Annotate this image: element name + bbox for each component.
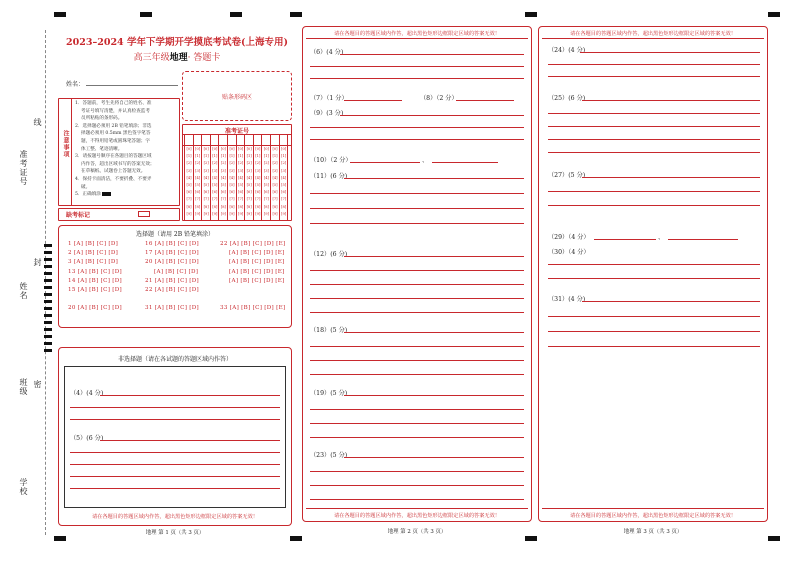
digit-bubble[interactable]: [7] — [255, 197, 261, 202]
digit-bubble[interactable]: [0] — [263, 147, 269, 151]
mc-option-row[interactable]: 22 [A] [B] [C] [D] — [145, 287, 200, 293]
binding-exam-no: 准考证号 — [19, 150, 28, 186]
binding-mark — [44, 279, 52, 282]
digit-bubble[interactable]: [2] — [229, 161, 235, 166]
subject-label: 地理 — [169, 53, 188, 63]
mc-option-row[interactable]: 21 [A] [B] [C] [D] — [145, 277, 200, 284]
note-line: 员所粘贴的条形码。 — [81, 116, 123, 122]
page-subtitle — [62, 50, 292, 63]
note-line: 在草稿纸、试题卷上答题无效。 — [81, 169, 146, 175]
boundary-notice: 请在各题目的答题区域内作答，超出黑色矩形边框限定区域的答案无效！ — [569, 513, 736, 519]
digit-bubble[interactable]: [3] — [238, 168, 244, 173]
digit-bubble[interactable]: [4] — [255, 175, 261, 180]
exam-id-label: 准考证号 — [224, 128, 249, 135]
answer-line[interactable] — [340, 54, 524, 55]
digit-bubble[interactable]: [9] — [229, 211, 235, 216]
digit-bubble[interactable]: [6] — [263, 190, 269, 195]
note-line: 题，不得用铅笔或圆珠笔答题；字 — [81, 138, 150, 144]
note-line: 3．请按题号顺序在各题目的答题区域 — [75, 154, 152, 160]
alignment-mark — [54, 536, 66, 541]
digit-bubble[interactable]: [8] — [272, 204, 278, 209]
grid-line — [183, 134, 291, 135]
binding-mark — [44, 293, 52, 296]
digit-bubble[interactable]: [9] — [263, 211, 269, 216]
digit-bubble[interactable]: [8] — [212, 204, 218, 209]
question-label: （6）(4 分) — [310, 49, 344, 56]
grid-line — [183, 145, 291, 146]
fill-sample — [102, 192, 111, 196]
digit-bubble[interactable]: [3] — [203, 168, 209, 173]
boundary-notice: 请在各题目的答题区域内作答，超出黑色矩形边框限定区域的答案无效！ — [569, 31, 736, 37]
frame-line — [306, 38, 528, 39]
digit-bubble[interactable]: [6] — [281, 190, 287, 195]
digit-bubble[interactable]: [0] — [186, 147, 192, 151]
answer-line[interactable] — [310, 471, 524, 472]
digit-bubble[interactable]: [5] — [203, 183, 209, 187]
binding-mark — [44, 272, 52, 275]
digit-bubble[interactable]: [1] — [272, 154, 278, 159]
digit-bubble[interactable]: [1] — [263, 154, 269, 159]
name-field[interactable] — [86, 85, 178, 86]
digit-bubble[interactable]: [8] — [220, 204, 226, 209]
digit-bubble[interactable]: [0] — [220, 147, 226, 151]
answer-line[interactable] — [548, 205, 760, 206]
separator: 、 — [422, 157, 429, 164]
digit-bubble[interactable]: [2] — [272, 161, 278, 166]
binding-mark — [44, 349, 52, 352]
binding-mark — [44, 342, 52, 345]
answer-line[interactable] — [344, 457, 524, 458]
digit-bubble[interactable]: [4] — [246, 175, 252, 180]
question-label: （7）（1 分） — [310, 95, 348, 102]
boundary-notice: 请在各题目的答题区域内作答，超出黑色矩形边框限定区域的答案无效！ — [333, 513, 500, 519]
mc-option-row[interactable]: [A] [B] [C] [D] [E] — [229, 277, 285, 284]
digit-bubble[interactable]: [1] — [220, 154, 226, 159]
answer-line[interactable] — [310, 499, 524, 500]
question-label: （30）（4 分） — [548, 249, 590, 256]
answer-line[interactable] — [340, 115, 524, 116]
digit-bubble[interactable]: [6] — [220, 190, 226, 195]
binding-mark — [44, 328, 52, 331]
digit-bubble[interactable]: [2] — [212, 161, 218, 166]
question-label: （27）(5 分) — [548, 172, 586, 179]
answer-line[interactable] — [548, 113, 760, 114]
mc-option-row[interactable]: 15 [A] [B] [C] [D] — [68, 287, 123, 293]
digit-bubble[interactable]: [6] — [229, 190, 235, 195]
note-line — [75, 191, 179, 199]
digit-bubble[interactable]: [4] — [238, 175, 244, 180]
digit-bubble[interactable]: [7] — [229, 197, 235, 202]
digit-bubble[interactable]: [5] — [246, 183, 252, 187]
page-footer: 地理 第 3 页（共 3 页） — [623, 529, 683, 535]
binding-mark — [44, 286, 52, 289]
barcode-label: 贴条形码区 — [221, 94, 252, 101]
boundary-notice: 请在各题目的答题区域内作答，超出黑色矩形边框限定区域的答案无效！ — [91, 514, 258, 520]
mc-option-row[interactable]: 1 [A] [B] [C] [D] — [68, 241, 119, 247]
note-line: 2．选择题必须用 2B 铅笔填涂；非选 — [75, 123, 152, 129]
question-label: （9）(3 分) — [310, 110, 344, 117]
digit-bubble[interactable]: [4] — [229, 175, 235, 180]
digit-bubble[interactable]: [6] — [272, 190, 278, 195]
digit-bubble[interactable]: [3] — [263, 168, 269, 173]
answer-line[interactable] — [70, 452, 280, 453]
question-label: （5）(6 分) — [70, 435, 104, 442]
digit-bubble[interactable]: [7] — [281, 197, 287, 202]
question-label: （8）（2 分） — [420, 95, 458, 102]
digit-bubble[interactable]: [1] — [203, 154, 209, 159]
page-footer: 地理 第 2 页（共 3 页） — [387, 529, 447, 535]
digit-bubble[interactable]: [8] — [186, 204, 192, 209]
digit-bubble[interactable]: [7] — [212, 197, 218, 202]
answer-line[interactable] — [548, 76, 760, 77]
answer-line[interactable] — [668, 239, 738, 240]
digit-bubble[interactable]: [3] — [186, 168, 192, 173]
digit-bubble[interactable]: [2] — [246, 161, 252, 166]
answer-line[interactable] — [70, 464, 280, 465]
answer-line[interactable] — [548, 346, 760, 347]
digit-bubble[interactable]: [8] — [281, 204, 287, 209]
mc-option-row[interactable]: 2 [A] [B] [C] [D] — [68, 250, 119, 257]
answer-line[interactable] — [344, 256, 524, 257]
mc-option-row[interactable]: 31 [A] [B] [C] [D] — [145, 305, 200, 312]
answer-line[interactable] — [310, 139, 524, 140]
digit-bubble[interactable]: [4] — [195, 175, 201, 180]
digit-bubble[interactable]: [3] — [246, 168, 252, 173]
mc-option-row[interactable]: 33 [A] [B] [C] [D] [E] — [220, 305, 286, 312]
notes-label: 注意事项 — [62, 130, 69, 158]
note-line: 破。 — [81, 184, 91, 190]
digit-bubble[interactable]: [5] — [238, 183, 244, 187]
mc-option-row[interactable]: 20 [A] [B] [C] [D] — [145, 259, 200, 266]
digit-bubble[interactable]: [3] — [195, 168, 201, 173]
answer-line[interactable] — [582, 100, 760, 101]
non-mc-title: 非选择题（请在各试题的答题区域内作答） — [117, 356, 232, 363]
digit-bubble[interactable]: [4] — [212, 175, 218, 180]
digit-bubble[interactable]: [5] — [263, 183, 269, 187]
note-line: 1．答题前，考生先将自己的姓名、准 — [75, 101, 152, 106]
digit-bubble[interactable]: [8] — [246, 204, 252, 209]
frame-line — [542, 508, 764, 509]
missing-mark-label: 缺考标记 — [66, 212, 91, 219]
digit-bubble[interactable]: [0] — [281, 147, 287, 151]
question-label: （29）（4 分） — [548, 234, 590, 241]
digit-bubble[interactable]: [5] — [212, 183, 218, 187]
question-label: （24）(4 分) — [548, 47, 586, 54]
card-label: · 答题卡 — [187, 53, 221, 63]
mc-option-row[interactable]: 14 [A] [B] [C] [D] — [68, 277, 123, 284]
digit-bubble[interactable]: [5] — [229, 183, 235, 187]
alignment-mark — [230, 12, 242, 17]
answer-line[interactable] — [310, 66, 524, 67]
digit-bubble[interactable]: [0] — [203, 147, 209, 151]
binding-mark — [44, 258, 52, 261]
answer-line[interactable] — [548, 191, 760, 192]
answer-line[interactable] — [310, 208, 524, 209]
question-label: （25）(6 分) — [548, 95, 586, 102]
alignment-mark — [54, 12, 66, 17]
answer-line[interactable] — [310, 485, 524, 486]
answer-line[interactable] — [580, 52, 760, 53]
digit-bubble[interactable]: [5] — [186, 183, 192, 187]
separator: 、 — [658, 234, 665, 241]
binding-school: 学校 — [19, 478, 28, 496]
answer-line[interactable] — [548, 264, 760, 265]
mc-option-row[interactable]: 22 [A] [B] [C] [D] [E] — [220, 241, 286, 247]
digit-bubble[interactable]: [2] — [263, 161, 269, 166]
question-label: （18）(5 分) — [310, 327, 348, 334]
digit-bubble[interactable]: [0] — [238, 147, 244, 151]
digit-bubble[interactable]: [6] — [195, 190, 201, 195]
digit-bubble[interactable]: [4] — [186, 175, 192, 180]
notes-list — [75, 100, 179, 199]
digit-bubble[interactable]: [5] — [220, 183, 226, 187]
digit-bubble[interactable]: [1] — [186, 154, 192, 159]
digit-bubble[interactable]: [8] — [238, 204, 244, 209]
mc-option-row[interactable]: [A] [B] [C] [D] [E] — [229, 250, 285, 257]
digit-bubble[interactable]: [9] — [195, 211, 201, 216]
digit-bubble[interactable]: [0] — [255, 147, 261, 151]
alignment-mark — [290, 536, 302, 541]
digit-bubble[interactable]: [2] — [281, 161, 287, 166]
digit-bubble[interactable]: [0] — [212, 147, 218, 151]
digit-bubble[interactable]: [8] — [255, 204, 261, 209]
mc-option-row[interactable]: 13 [A] [B] [C] [D] — [68, 268, 123, 275]
digit-bubble[interactable]: [0] — [272, 147, 278, 151]
answer-line[interactable] — [310, 360, 524, 361]
digit-bubble[interactable]: [4] — [272, 175, 278, 180]
digit-bubble[interactable]: [9] — [203, 211, 209, 216]
digit-bubble[interactable]: [2] — [238, 161, 244, 166]
digit-bubble[interactable]: [1] — [255, 154, 261, 159]
mc-option-row[interactable]: 17 [A] [B] [C] [D] — [145, 250, 200, 257]
answer-line[interactable] — [100, 440, 280, 441]
digit-bubble[interactable]: [3] — [255, 168, 261, 173]
answer-line[interactable] — [70, 476, 280, 477]
digit-bubble[interactable]: [3] — [212, 168, 218, 173]
digit-bubble[interactable]: [9] — [255, 211, 261, 216]
digit-bubble[interactable]: [8] — [263, 204, 269, 209]
answer-line[interactable] — [582, 301, 760, 302]
question-label: （23）(5 分) — [310, 452, 348, 459]
frame-line — [306, 508, 528, 509]
answer-line[interactable] — [70, 488, 280, 489]
binding-mark — [44, 321, 52, 324]
digit-bubble[interactable]: [2] — [220, 161, 226, 166]
answer-line[interactable] — [582, 177, 760, 178]
question-label: （31）(4 分) — [548, 296, 586, 303]
digit-bubble[interactable]: [6] — [246, 190, 252, 195]
answer-line[interactable] — [548, 331, 760, 332]
note-line: 4．保持卡面清洁，不要折叠、不要弄 — [75, 176, 152, 182]
answer-line[interactable] — [310, 374, 524, 375]
alignment-mark — [768, 12, 780, 17]
digit-bubble[interactable]: [9] — [186, 211, 192, 216]
note-line: 择题必须用 0.5mm 黑色签字笔答 — [81, 131, 151, 137]
digit-bubble[interactable]: [7] — [238, 197, 244, 202]
alignment-mark — [290, 12, 302, 17]
digit-bubble[interactable]: [2] — [255, 161, 261, 166]
answer-line[interactable] — [310, 346, 524, 347]
mc-option-row[interactable]: 20 [A] [B] [C] [D] — [68, 305, 123, 312]
digit-bubble[interactable]: [7] — [195, 197, 201, 202]
frame-line — [542, 38, 764, 39]
binding-mark — [44, 300, 52, 303]
missing-mark-box[interactable] — [138, 211, 150, 217]
mc-title: 选择题（请用 2B 铅笔填涂） — [135, 231, 215, 238]
answer-line[interactable] — [70, 419, 280, 420]
mc-option-row[interactable]: [A] [B] [C] [D] — [154, 268, 199, 275]
question-label: （10）（2 分） — [310, 157, 352, 164]
digit-bubble[interactable]: [0] — [195, 147, 201, 151]
mc-option-row[interactable]: 3 [A] [B] [C] [D] — [68, 259, 119, 266]
binding-mark — [44, 265, 52, 268]
note-line-text: 5．正确填涂 — [75, 192, 101, 198]
question-label: （4）(4 分) — [70, 390, 104, 397]
digit-bubble[interactable]: [2] — [186, 161, 192, 166]
digit-bubble[interactable]: [1] — [281, 154, 287, 159]
digit-bubble[interactable]: [9] — [212, 211, 218, 216]
binding-name: 姓名 — [19, 282, 28, 300]
mc-option-row[interactable]: 16 [A] [B] [C] [D] — [145, 241, 200, 247]
digit-bubble[interactable]: [9] — [272, 211, 278, 216]
digit-bubble[interactable]: [3] — [281, 168, 287, 173]
answer-line[interactable] — [456, 100, 514, 101]
answer-line[interactable] — [310, 223, 524, 224]
answer-line[interactable] — [344, 100, 402, 101]
digit-bubble[interactable]: [5] — [255, 183, 261, 187]
name-label: 姓名： — [66, 81, 85, 88]
answer-line[interactable] — [310, 284, 524, 285]
digit-bubble[interactable]: [4] — [203, 175, 209, 180]
digit-bubble[interactable]: [6] — [238, 190, 244, 195]
page-title: 2023–2024 学年下学期开学摸底考试卷(上海专用) — [66, 37, 288, 48]
digit-bubble[interactable]: [3] — [272, 168, 278, 173]
digit-bubble[interactable]: [0] — [229, 147, 235, 151]
digit-bubble[interactable]: [9] — [281, 211, 287, 216]
question-label: （12）(6 分) — [310, 251, 348, 258]
binding-seal-char: 封 — [33, 258, 42, 267]
page-footer: 地理 第 1 页（共 3 页） — [145, 530, 205, 536]
question-label: （11）(6 分) — [310, 173, 348, 180]
grade-label: 高三年级 — [133, 53, 170, 63]
digit-bubble[interactable]: [1] — [212, 154, 218, 159]
answer-line[interactable] — [548, 64, 760, 65]
answer-line[interactable] — [344, 332, 524, 333]
digit-bubble[interactable]: [1] — [195, 154, 201, 159]
alignment-mark — [768, 536, 780, 541]
alignment-mark — [140, 12, 152, 17]
answer-line[interactable] — [432, 162, 498, 163]
digit-bubble[interactable]: [0] — [246, 147, 252, 151]
alignment-mark — [525, 12, 537, 17]
digit-bubble[interactable]: [3] — [229, 168, 235, 173]
note-line: 内作答，超出区域书写的答案无效； — [81, 161, 155, 167]
binding-mark — [44, 307, 52, 310]
digit-bubble[interactable]: [5] — [281, 183, 287, 187]
digit-bubble[interactable]: [1] — [229, 154, 235, 159]
answer-line[interactable] — [594, 239, 656, 240]
digit-bubble[interactable]: [4] — [220, 175, 226, 180]
digit-bubble[interactable]: [1] — [238, 154, 244, 159]
answer-line[interactable] — [310, 423, 524, 424]
answer-line[interactable] — [100, 395, 280, 396]
binding-tight-char: 密 — [33, 380, 42, 389]
alignment-mark — [525, 536, 537, 541]
answer-line[interactable] — [310, 127, 524, 128]
question-label: （19）(5 分) — [310, 390, 348, 397]
digit-bubble[interactable]: [6] — [212, 190, 218, 195]
mc-option-row[interactable]: [A] [B] [C] [D] [E] — [229, 268, 285, 275]
answer-line[interactable] — [310, 270, 524, 271]
digit-bubble[interactable]: [8] — [195, 204, 201, 209]
digit-bubble[interactable]: [2] — [195, 161, 201, 166]
digit-bubble[interactable]: [7] — [186, 197, 192, 202]
answer-line[interactable] — [344, 395, 524, 396]
note-line: 体工整、笔迹清晰。 — [81, 146, 123, 152]
digit-bubble[interactable]: [2] — [203, 161, 209, 166]
digit-bubble[interactable]: [8] — [229, 204, 235, 209]
binding-mark — [44, 314, 52, 317]
boundary-notice: 请在各题目的答题区域内作答，超出黑色矩形边框限定区域的答案无效！ — [333, 31, 500, 37]
digit-bubble[interactable]: [7] — [246, 197, 252, 202]
answer-line[interactable] — [70, 407, 280, 408]
note-line: 考证号填写清楚，并认真检查监考 — [81, 108, 150, 114]
digit-bubble[interactable]: [5] — [195, 183, 201, 187]
mc-option-row[interactable]: [A] [B] [C] [D] [E] — [229, 259, 285, 266]
digit-bubble[interactable]: [9] — [220, 211, 226, 216]
digit-bubble[interactable]: [7] — [203, 197, 209, 202]
digit-bubble[interactable]: [7] — [263, 197, 269, 202]
digit-bubble[interactable]: [4] — [263, 175, 269, 180]
digit-bubble[interactable]: [4] — [281, 175, 287, 180]
digit-bubble[interactable]: [5] — [272, 183, 278, 187]
digit-bubble[interactable]: [9] — [238, 211, 244, 216]
digit-bubble[interactable]: [7] — [220, 197, 226, 202]
answer-line[interactable] — [548, 139, 760, 140]
digit-bubble[interactable]: [3] — [220, 168, 226, 173]
answer-line[interactable] — [310, 409, 524, 410]
digit-bubble[interactable]: [6] — [186, 190, 192, 195]
answer-line[interactable] — [548, 316, 760, 317]
binding-mark — [44, 335, 52, 338]
digit-bubble[interactable]: [7] — [272, 197, 278, 202]
answer-line[interactable] — [310, 312, 524, 313]
digit-bubble[interactable]: [6] — [203, 190, 209, 195]
answer-line[interactable] — [344, 178, 524, 179]
answer-line[interactable] — [350, 162, 420, 163]
answer-line[interactable] — [310, 193, 524, 194]
answer-line[interactable] — [548, 278, 760, 279]
binding-mark — [44, 244, 52, 247]
binding-mark — [44, 251, 52, 254]
binding-line — [45, 30, 46, 535]
digit-bubble[interactable]: [1] — [246, 154, 252, 159]
answer-line[interactable] — [310, 298, 524, 299]
binding-line-char: 线 — [33, 118, 42, 127]
answer-line[interactable] — [310, 437, 524, 438]
digit-bubble[interactable]: [9] — [246, 211, 252, 216]
binding-class: 班级 — [19, 378, 28, 396]
answer-line[interactable] — [310, 78, 524, 79]
answer-line[interactable] — [548, 152, 760, 153]
digit-bubble[interactable]: [8] — [203, 204, 209, 209]
digit-bubble[interactable]: [6] — [255, 190, 261, 195]
answer-line[interactable] — [548, 126, 760, 127]
